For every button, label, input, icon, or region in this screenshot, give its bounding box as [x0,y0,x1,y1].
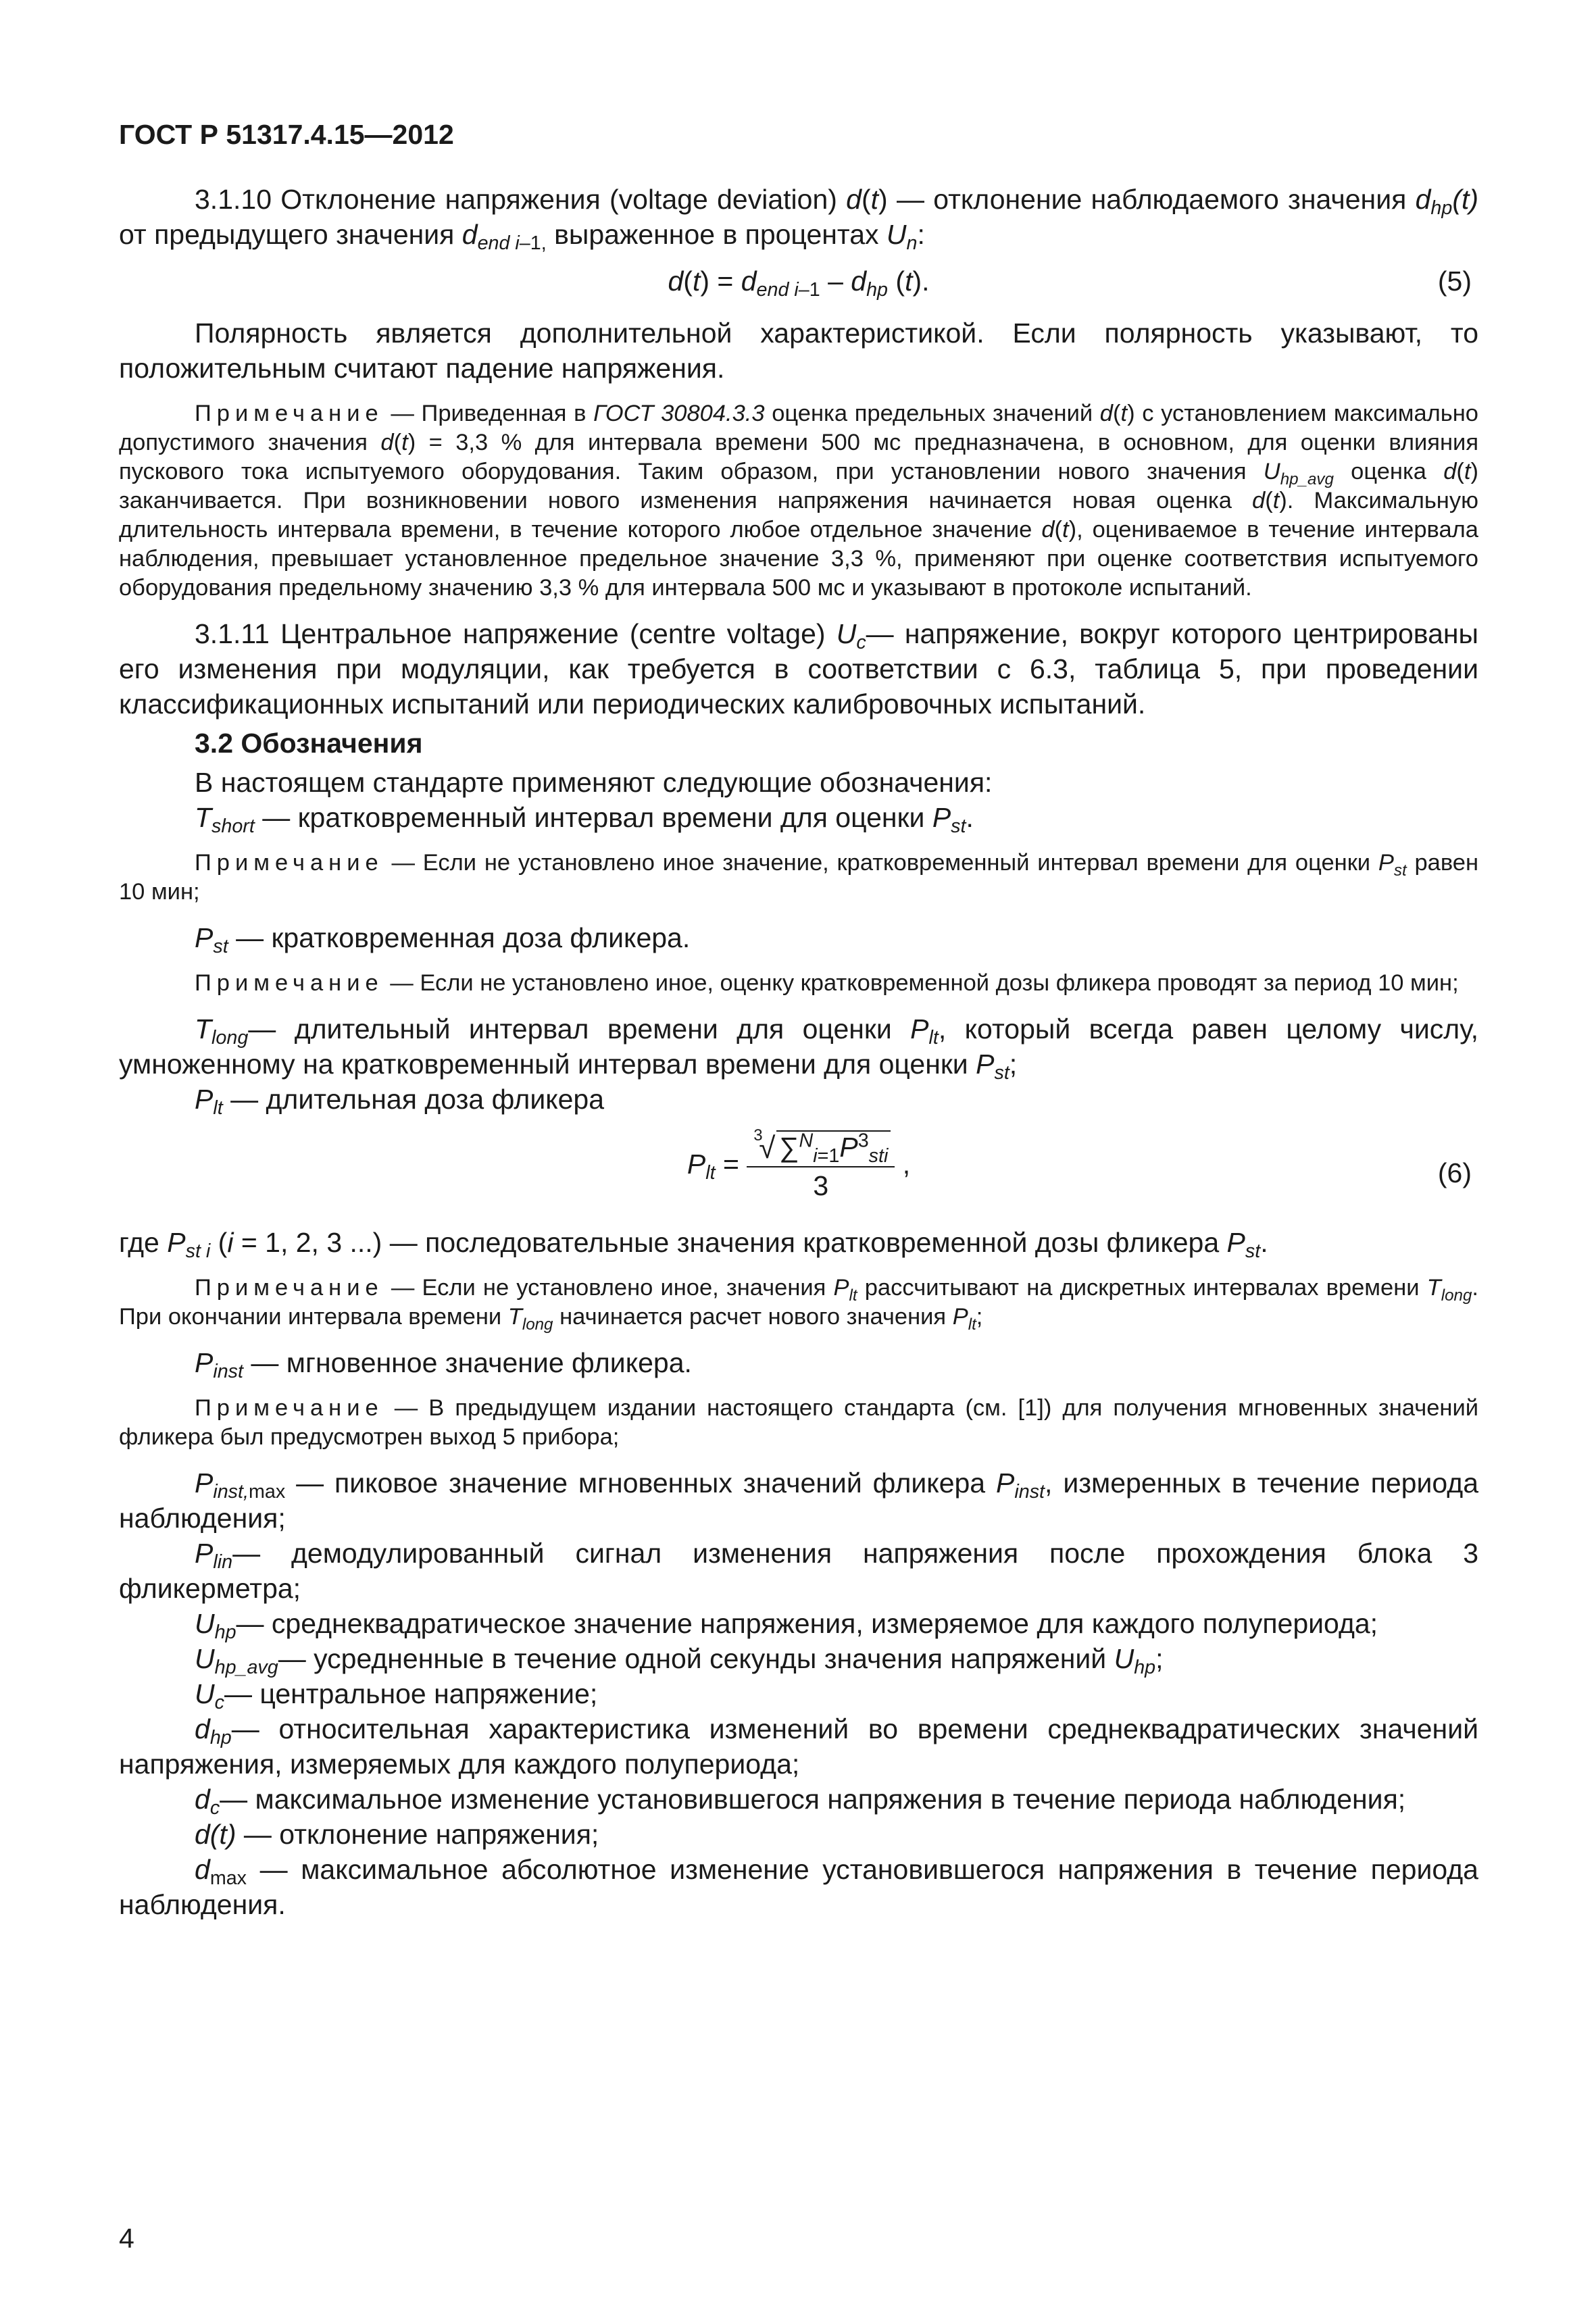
polarity-paragraph: Полярность является дополнительной характеристикой. Если полярность указывают, то положительным считают падение напряжения. [119,318,1478,384]
def-tlong: $T_{long}—$ длительный интервал времени для оценки $P_{lt}$, который всегда равен целому числу, умноженному на кратковременный интервал времени для оценки $P_{st}$; [119,1013,1478,1084]
def-pinst: $P_{inst}$ — мгновенное значение фликера. [195,1347,692,1382]
def-plt: $P_{lt}$ — длительная доза фликера [195,1084,605,1119]
def-dc: $d_c—$ максимальное изменение установившегося напряжения в течение периода наблюдения; [195,1784,1406,1819]
def-dhp: $d_{hp}—$ относительная характеристика изменений во времени среднеквадратических значений напряжения, измеряемых для каждого полупериода; [119,1713,1478,1780]
where-paragraph: где $P_{st i}$ (i = 1, 2, 3 ...) — последовательные значения кратковременной дозы фликера $P_{st}$. [119,1227,1268,1262]
formula-6-number: (6) [1437,1157,1472,1188]
note-3: Примечание — Если не установлено иное, оценку кратковременной дозы фликера проводят за период 10 мин; [195,970,1459,996]
def-dt: d(t) — отклонение напряжения; [195,1819,599,1850]
def-plin: $P_{lin}—$ демодулированный сигнал изменения напряжения после прохождения блока 3 фликерметра; [119,1538,1478,1604]
def-uhp: $U_{hp}—$ среднеквадратическое значение напряжения, измеряемое для каждого полупериода; [195,1608,1378,1643]
note-5: Примечание — В предыдущем издании настоящего стандарта (см. [1]) для получения мгновенных значений фликера был предусмотрен выход 5 прибора; [119,1395,1478,1450]
formula-5-number: (5) [1437,266,1472,297]
def-dmax: $d_{max}$ — максимальное абсолютное изменение установившегося напряжения в течение периода наблюдения. [119,1854,1478,1920]
page-number: 4 [119,2223,134,2254]
formula-5: $d(t) = d_{end i-1} - d_{hp}$ (t). (5) [668,266,1472,301]
section-3-1-11: 3.1.11 Центральное напряжение (centre voltage) $U_c—$ напряжение, вокруг которого центрированы его изменения при модуляции, как требуется в соответствии с 6.3, таблица 5, при проведении классификационных испытаний или периодических калибровочных испытаний. [119,618,1478,720]
def-pinstmax: $P_{inst,max}$ — пиковое значение мгновенных значений фликера $P_{inst}$, измеренных в течение периода наблюдения; [119,1467,1478,1534]
def-uhpavg: $U_{hp\_avg}—$ усредненные в течение одной секунды значения напряжений $U_{hp}$; [195,1643,1164,1678]
section-3-2-intro: В настоящем стандарте применяют следующие обозначения: [195,767,993,798]
document-code: ГОСТ Р 51317.4.15—2012 [119,119,454,150]
note-2: Примечание — Если не установлено иное значение, кратковременный интервал времени для оценки $P_{st}$ равен 10 мин; [119,850,1478,905]
section-3-2-title: 3.2 Обозначения [195,728,423,759]
note-1: Примечание — Приведенная в ГОСТ 30804.3.3 оценка предельных значений d(t) с установлением максимально допустимого значения d(t) = 3,3 % для интервала времени 500 мс предназначена, в основном, для оценки влияния пускового тока испытуемого оборудования. Таким образом, при установлении нового значения $U_{hp\_avg}$ оценка d(t) заканчивается. При возникновении нового изменения напряжения начинается новая оценка d(t). Максимальную длительность интервала времени, в течение которого любое отдельное значение d(t), оцениваемое в течение интервала наблюдения, превышает установленное предельное значение 3,3 %, применяют при оценке соответствия испытуемого оборудования предельному значению 3,3 % для интервала 500 мс и указывают в протоколе испытаний. [119,401,1478,601]
document-page [119,119,1478,1922]
def-tshort: $T_{short}$ — кратковременный интервал времени для оценки $P_{st}$. [195,802,974,837]
section-3-1-10: 3.1.10 Отклонение напряжения (voltage deviation) d(t) — отклонение наблюдаемого значения $d_{hp}(t)$ от предыдущего значения $d_{end i-1,}$ выраженное в процентах $U_n$: [119,184,1479,254]
formula-6: $P_{lt}$ = 3 √ $\sum^N_{i=1}P^3_{sti}$ 3 , (6) [687,1126,1472,1201]
def-pst: $P_{st}$ — кратковременная доза фликера. [195,922,691,957]
note-4: Примечание — Если не установлено иное, значения $P_{lt}$ рассчитывают на дискретных интервалах времени $T_{long}$. При окончании интервала времени $T_{long}$ начинается расчет нового значения $P_{lt}$; [119,1275,1478,1334]
def-uc: $U_c—$ центральное напряжение; [195,1678,598,1713]
